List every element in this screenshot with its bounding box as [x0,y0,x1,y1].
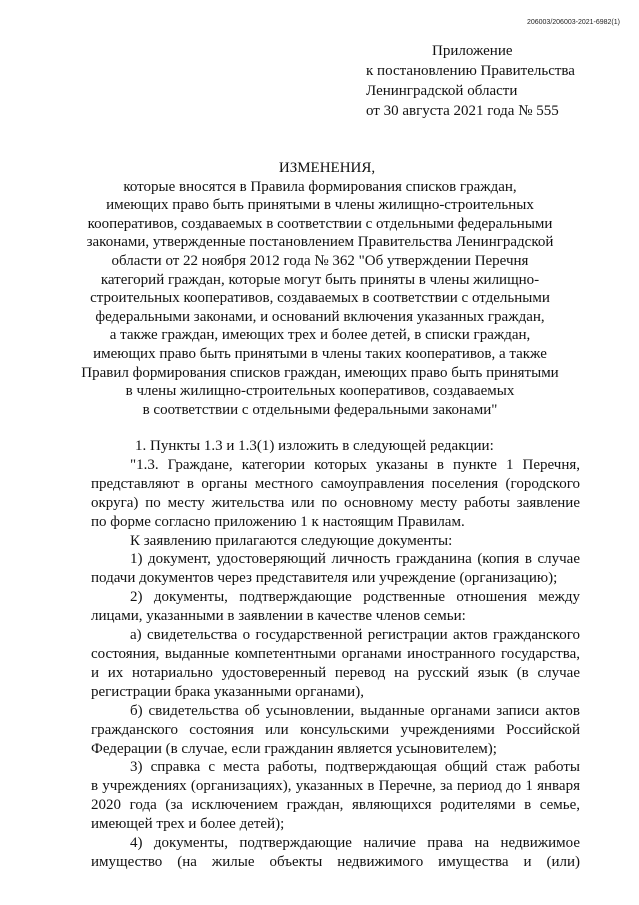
body-line: и их нотариально удостоверенный перевод на русский язык (в случае [91,664,580,681]
body-line: регистрации брака указанными органами), [91,683,364,700]
body-paragraph-start: К заявлению прилагаются следующие документы: [130,532,453,549]
annex-heading: Приложение [432,43,513,59]
document-id: 206003/206003-2021-6982(1) [526,19,620,26]
body-line: гражданского состояния или консульскими учреждениями Российской [91,721,580,738]
title-line: области от 22 ноября 2012 года № 362 "Об утверждении Перечня [111,252,529,269]
body-line: имеющей трех и более детей); [91,816,285,833]
title-line: законами, утвержденные постановлением Правительства Ленинградской [86,234,554,251]
title-line: имеющих право быть принятыми в члены таких кооперативов, а также [93,345,547,362]
body-line: представляют в органы местного самоуправления поселения (городского [91,475,580,492]
annex-line: Ленинградской области [366,83,518,99]
body-paragraph-start: 1. Пункты 1.3 и 1.3(1) изложить в следующей редакции: [135,438,494,454]
body-paragraph-start: 3) справка с места работы, подтверждающая общий стаж работы [130,759,580,776]
body-paragraph-start: "1.3. Граждане, категории которых указаны в пункте 1 Перечня, [130,456,580,473]
body-paragraph-start: 1) документ, удостоверяющий личность гражданина (копия в случае [130,551,580,568]
document-title [60,159,580,419]
title-line: федеральными законами, и оснований включения указанных граждан, [95,308,545,325]
body-line: округа) по месту жительства или по основному месту работы заявление [91,494,580,511]
title-line: кооперативов, создаваемых в соответствии с отдельными федеральными [87,215,553,232]
title-line: Правил формирования списков граждан, имеющих право быть принятыми [81,364,559,381]
title-line: категорий граждан, которые могут быть приняты в члены жилищно- [100,271,540,288]
title-line: в соответствии с отдельными федеральными законами" [142,401,498,418]
body-line: в учреждениях (организациях), указанных в Перечне, за период до 1 января [91,778,580,795]
body-paragraph-start: 2) документы, подтверждающие родственные отношения между [130,589,580,606]
body-line: по форме согласно приложению 1 к настоящим Правилам. [91,513,465,530]
title-line: строительных кооперативов, создаваемых в соответствии с отдельными [90,290,550,307]
body-paragraph-start: б) свидетельства об усыновлении, выданные органами записи актов [130,702,580,719]
title-heading: ИЗМЕНЕНИЯ, [278,160,376,176]
annex-date-line: от 30 августа 2021 года № 555 [366,103,559,119]
body-paragraph-start: 4) документы, подтверждающие наличие права на недвижимое [130,835,580,852]
annex-block [366,41,575,121]
body-line: состояния, выданные компетентными органами иностранного государства, [91,645,580,662]
body-line: Федерации (в случае, если гражданин является усыновителем); [91,740,497,757]
title-line: которые вносятся в Правила формирования списков граждан, [123,178,517,195]
body-line: лицами, указанными в заявлении в качестве членов семьи: [91,608,466,625]
title-line: а также граждан, имеющих трех и более детей, в списки граждан, [109,327,531,344]
body-line: подачи документов через представителя или учреждение (организацию); [91,570,558,587]
title-line: в члены жилищно-строительных кооперативов, создаваемых [125,383,515,400]
body-line: имущество (на жилые объекты недвижимого имущества и (или) [91,853,580,870]
title-line: имеющих право быть принятыми в члены жилищно-строительных [106,197,534,214]
body-paragraph-start: а) свидетельства о государственной регистрации актов гражданского [130,627,580,644]
document-body [91,437,580,872]
body-line: 2020 года (за исключением граждан, являющихся родителями в семье, [91,797,580,814]
annex-line: к постановлению Правительства [366,63,575,79]
